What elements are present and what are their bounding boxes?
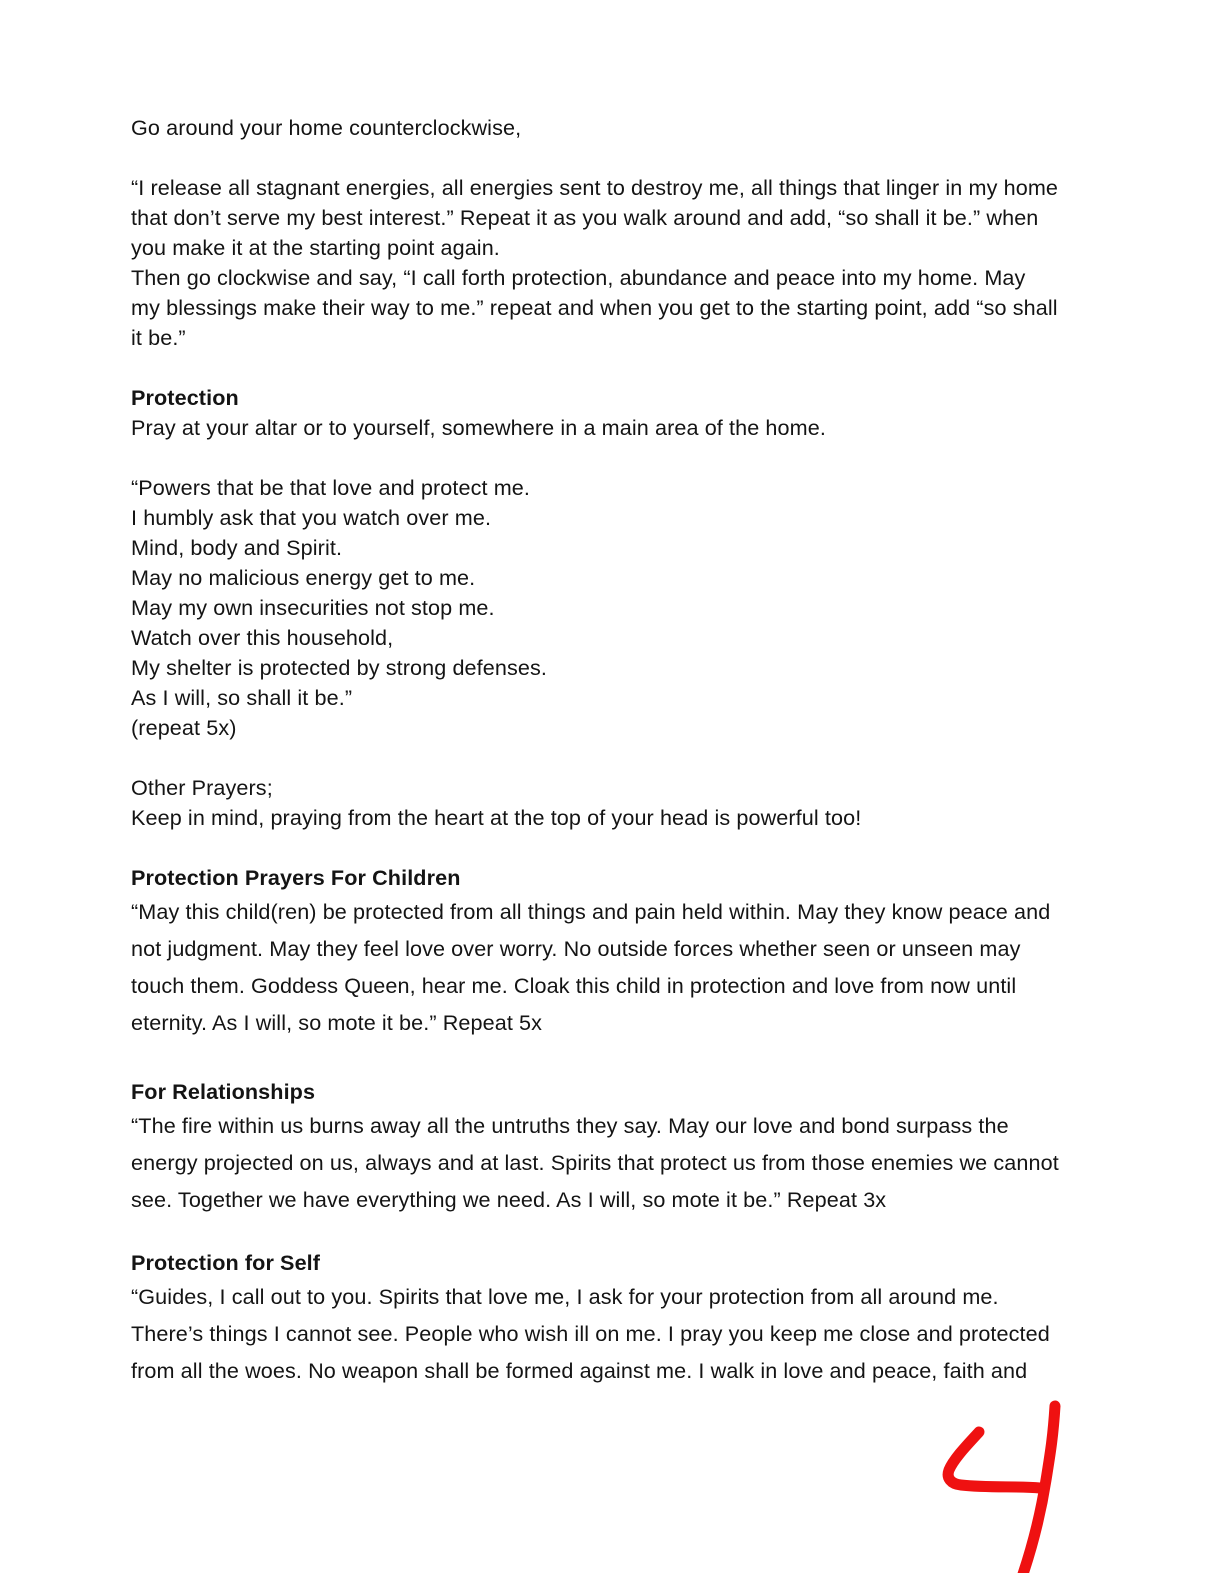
text-line: “The fire within us burns away all the untruths they say. May our love and bond surpass the [131,1113,1009,1138]
heading-line: Protection Prayers For Children [131,865,461,890]
text-line: see. Together we have everything we need. As I will, so mote it be.” Repeat 3x [131,1187,887,1212]
section-heading [131,383,1131,413]
text-line: you make it at the starting point again. [131,235,500,260]
text-line: energy projected on us, always and at last. Spirits that protect us from those enemies we cannot [131,1150,1059,1175]
blank-line [131,743,132,773]
text-line: from all the woes. No weapon shall be formed against me. I walk in love and peace, faith and [131,1358,1028,1383]
section-heading [131,1248,1131,1278]
heading-line: Protection [131,385,239,410]
blank-line [131,443,132,473]
text-line: May no malicious energy get to me. [131,565,476,590]
text-line: There’s things I cannot see. People who wish ill on me. I pray you keep me close and protected [131,1321,1050,1346]
text-line: not judgment. May they feel love over worry. No outside forces whether seen or unseen may [131,936,1021,961]
paragraph [131,1278,1131,1389]
paragraph [131,473,1131,743]
text-line: I humbly ask that you watch over me. [131,505,492,530]
paragraph [131,893,1131,1041]
blank-line [131,353,132,383]
text-line: My shelter is protected by strong defenses. [131,655,547,680]
blank-line [131,143,132,173]
text-line: Mind, body and Spirit. [131,535,343,560]
red-pen-hook-stroke [948,1432,1040,1488]
text-line: my blessings make their way to me.” repeat and when you get to the starting point, add “so shall [131,295,1058,320]
paragraph [131,113,1131,143]
paragraph [131,1107,1131,1218]
blank-line [131,1218,132,1248]
section-heading [131,863,1131,893]
text-line: “I release all stagnant energies, all energies sent to destroy me, all things that linger in my home [131,175,1059,200]
text-line: “Powers that be that love and protect me. [131,475,530,500]
text-line: May my own insecurities not stop me. [131,595,495,620]
red-pen-annotation [900,1390,1100,1573]
text-line: touch them. Goddess Queen, hear me. Cloak this child in protection and love from now until [131,973,1017,998]
heading-line: Protection for Self [131,1250,321,1275]
blank-line [131,833,132,863]
text-line: Keep in mind, praying from the heart at the top of your head is powerful too! [131,805,862,830]
blank-line [131,1041,132,1077]
text-line: Pray at your altar or to yourself, somewhere in a main area of the home. [131,415,826,440]
text-line: “Guides, I call out to you. Spirits that love me, I ask for your protection from all around me. [131,1284,999,1309]
paragraph [131,173,1131,353]
text-line: it be.” [131,325,186,350]
text-line: As I will, so shall it be.” [131,685,353,710]
section-heading [131,1077,1131,1107]
text-line: Other Prayers; [131,775,273,800]
text-line: Go around your home counterclockwise, [131,115,522,140]
paragraph [131,773,1131,833]
red-pen-vertical-stroke [1021,1406,1055,1573]
text-line: (repeat 5x) [131,715,237,740]
text-line: Then go clockwise and say, “I call forth protection, abundance and peace into my home. May [131,265,1026,290]
text-line: “May this child(ren) be protected from all things and pain held within. May they know peace and [131,899,1051,924]
text-line: Watch over this household, [131,625,394,650]
text-line: that don’t serve my best interest.” Repeat it as you walk around and add, “so shall it be.” when [131,205,1039,230]
document-content [131,113,1131,1389]
text-line: eternity. As I will, so mote it be.” Repeat 5x [131,1010,543,1035]
paragraph [131,413,1131,443]
heading-line: For Relationships [131,1079,316,1104]
